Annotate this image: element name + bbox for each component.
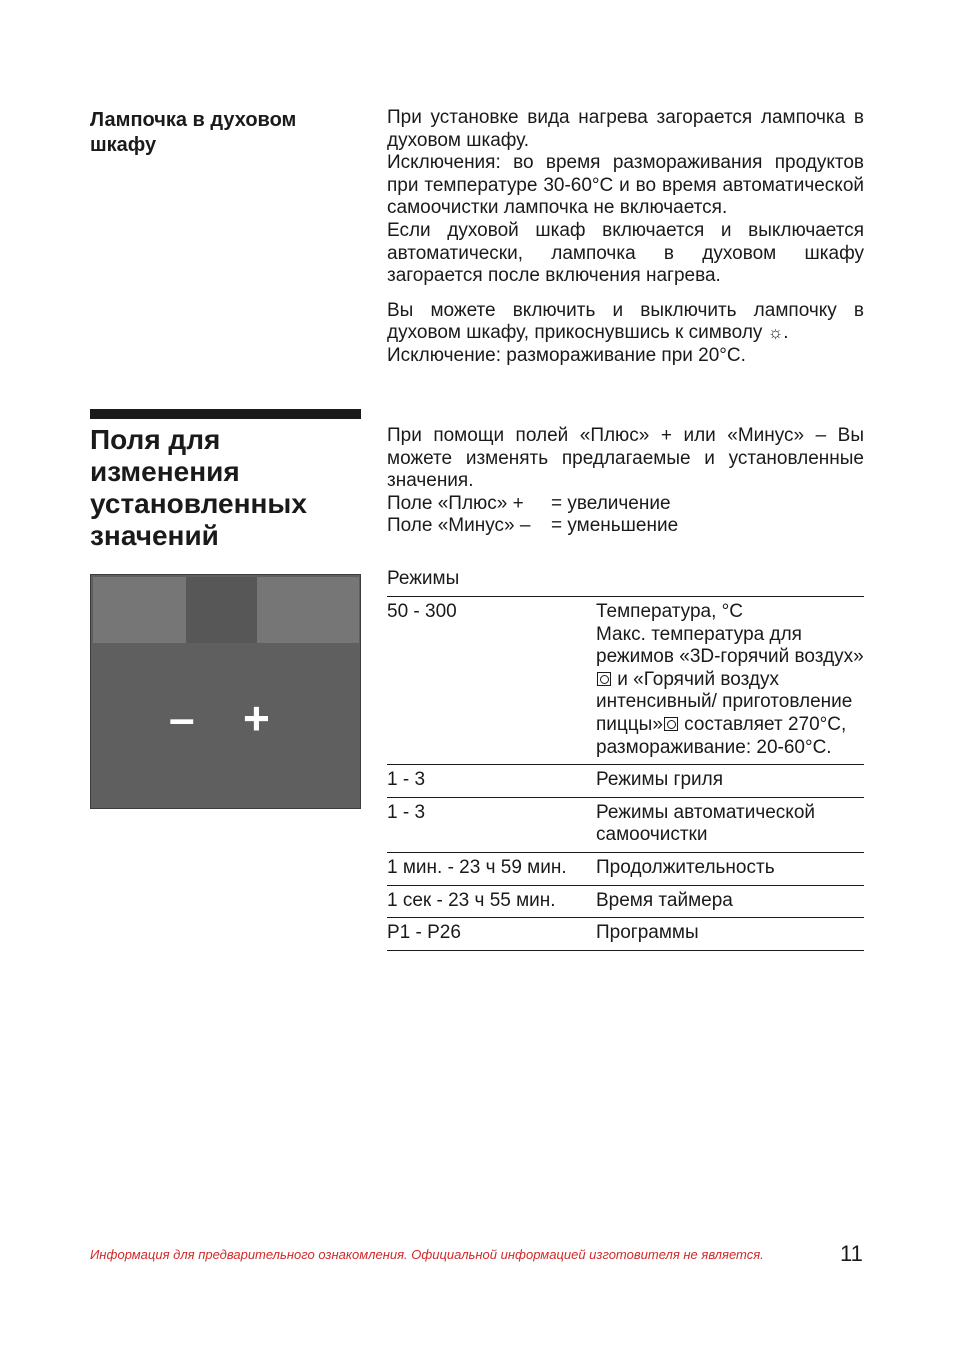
lamp-paragraph-3: Если духовой шкаф включается и выключается автоматически, лампочка в духовом шкафу загорается после включения нагрева.: [387, 219, 864, 287]
mode-description-rest: составляет 270°C, размораживание: 20-60°C.: [596, 713, 847, 758]
plus-sign-icon: +: [243, 692, 270, 744]
mode-description: Режимы автоматической самоочистки: [596, 797, 864, 852]
mode-range: P1 - P26: [387, 918, 596, 951]
fields-text: [387, 425, 864, 538]
lamp-paragraph-4: [387, 300, 864, 345]
mode-range: 1 мин. - 23 ч 59 мин.: [387, 852, 596, 885]
mode-range: 50 - 300: [387, 597, 596, 765]
modes-caption: Режимы: [387, 568, 460, 589]
minus-key: Поле «Минус» –: [387, 515, 531, 537]
mode-range: 1 - 3: [387, 765, 596, 798]
minus-value: = уменьшение: [551, 515, 679, 537]
fields-intro: При помощи полей «Плюс» + или «Минус» – Вы можете изменять предлагаемые и установленные значения.: [387, 425, 864, 492]
mode-description: Режимы гриля: [596, 765, 864, 798]
modes-table: [387, 596, 864, 951]
hot-air-3d-icon: [597, 672, 611, 686]
table-row: [387, 918, 864, 951]
mode-description: Продолжительность: [596, 852, 864, 885]
lamp-paragraph-5: Исключение: размораживание при 20°C.: [387, 344, 746, 366]
lamp-paragraph-2: Исключения: во время размораживания продуктов при температуре 30-60°C и во время автоматической самоочистки лампочка не включается.: [387, 152, 864, 219]
mode-description-intensive: и «Горячий воздух интенсивный/ приготовление пиццы»: [596, 668, 853, 735]
lamp-text: [387, 107, 864, 368]
plus-definition: [387, 493, 864, 516]
mode-description-temp: Температура, °C: [596, 601, 743, 622]
panel-tile-middle: [186, 577, 257, 643]
plus-value: = увеличение: [551, 492, 671, 514]
page-number: 11: [840, 1241, 863, 1266]
minus-definition: [387, 515, 864, 538]
footer-disclaimer: Информация для предварительного ознакомления. Официальной информацией изготовителя не является.: [90, 1247, 764, 1262]
panel-tile-right: [257, 577, 359, 643]
fields-heading: Поля для изменения установленных значений: [90, 424, 307, 551]
lamp-icon: ☼: [767, 323, 784, 343]
table-row: [387, 797, 864, 852]
panel-tile-left: [93, 577, 186, 643]
mode-description: [596, 597, 864, 765]
lamp-paragraph-4-end: .: [783, 322, 789, 344]
lamp-heading: Лампочка в духовом шкафу: [90, 109, 297, 156]
mode-range: 1 сек - 23 ч 55 мин.: [387, 885, 596, 918]
section-rule: [90, 409, 361, 419]
control-panel-illustration: [90, 574, 361, 809]
mode-range: 1 - 3: [387, 797, 596, 852]
table-row: [387, 597, 864, 765]
minus-sign-icon: –: [169, 692, 195, 744]
mode-description: Программы: [596, 918, 864, 951]
table-row: [387, 885, 864, 918]
table-row: [387, 852, 864, 885]
mode-description-max: Макс. температура для режимов «3D-горячий воздух»: [596, 623, 864, 668]
pizza-mode-icon: [664, 717, 678, 731]
lamp-paragraph-4-text: Вы можете включить и выключить лампочку в духовом шкафу, прикоснувшись к символу: [387, 299, 864, 344]
lamp-paragraph-1: При установке вида нагрева загорается лампочка в духовом шкафу.: [387, 107, 864, 151]
plus-key: Поле «Плюс» +: [387, 492, 524, 514]
mode-description: Время таймера: [596, 885, 864, 918]
table-row: [387, 765, 864, 798]
